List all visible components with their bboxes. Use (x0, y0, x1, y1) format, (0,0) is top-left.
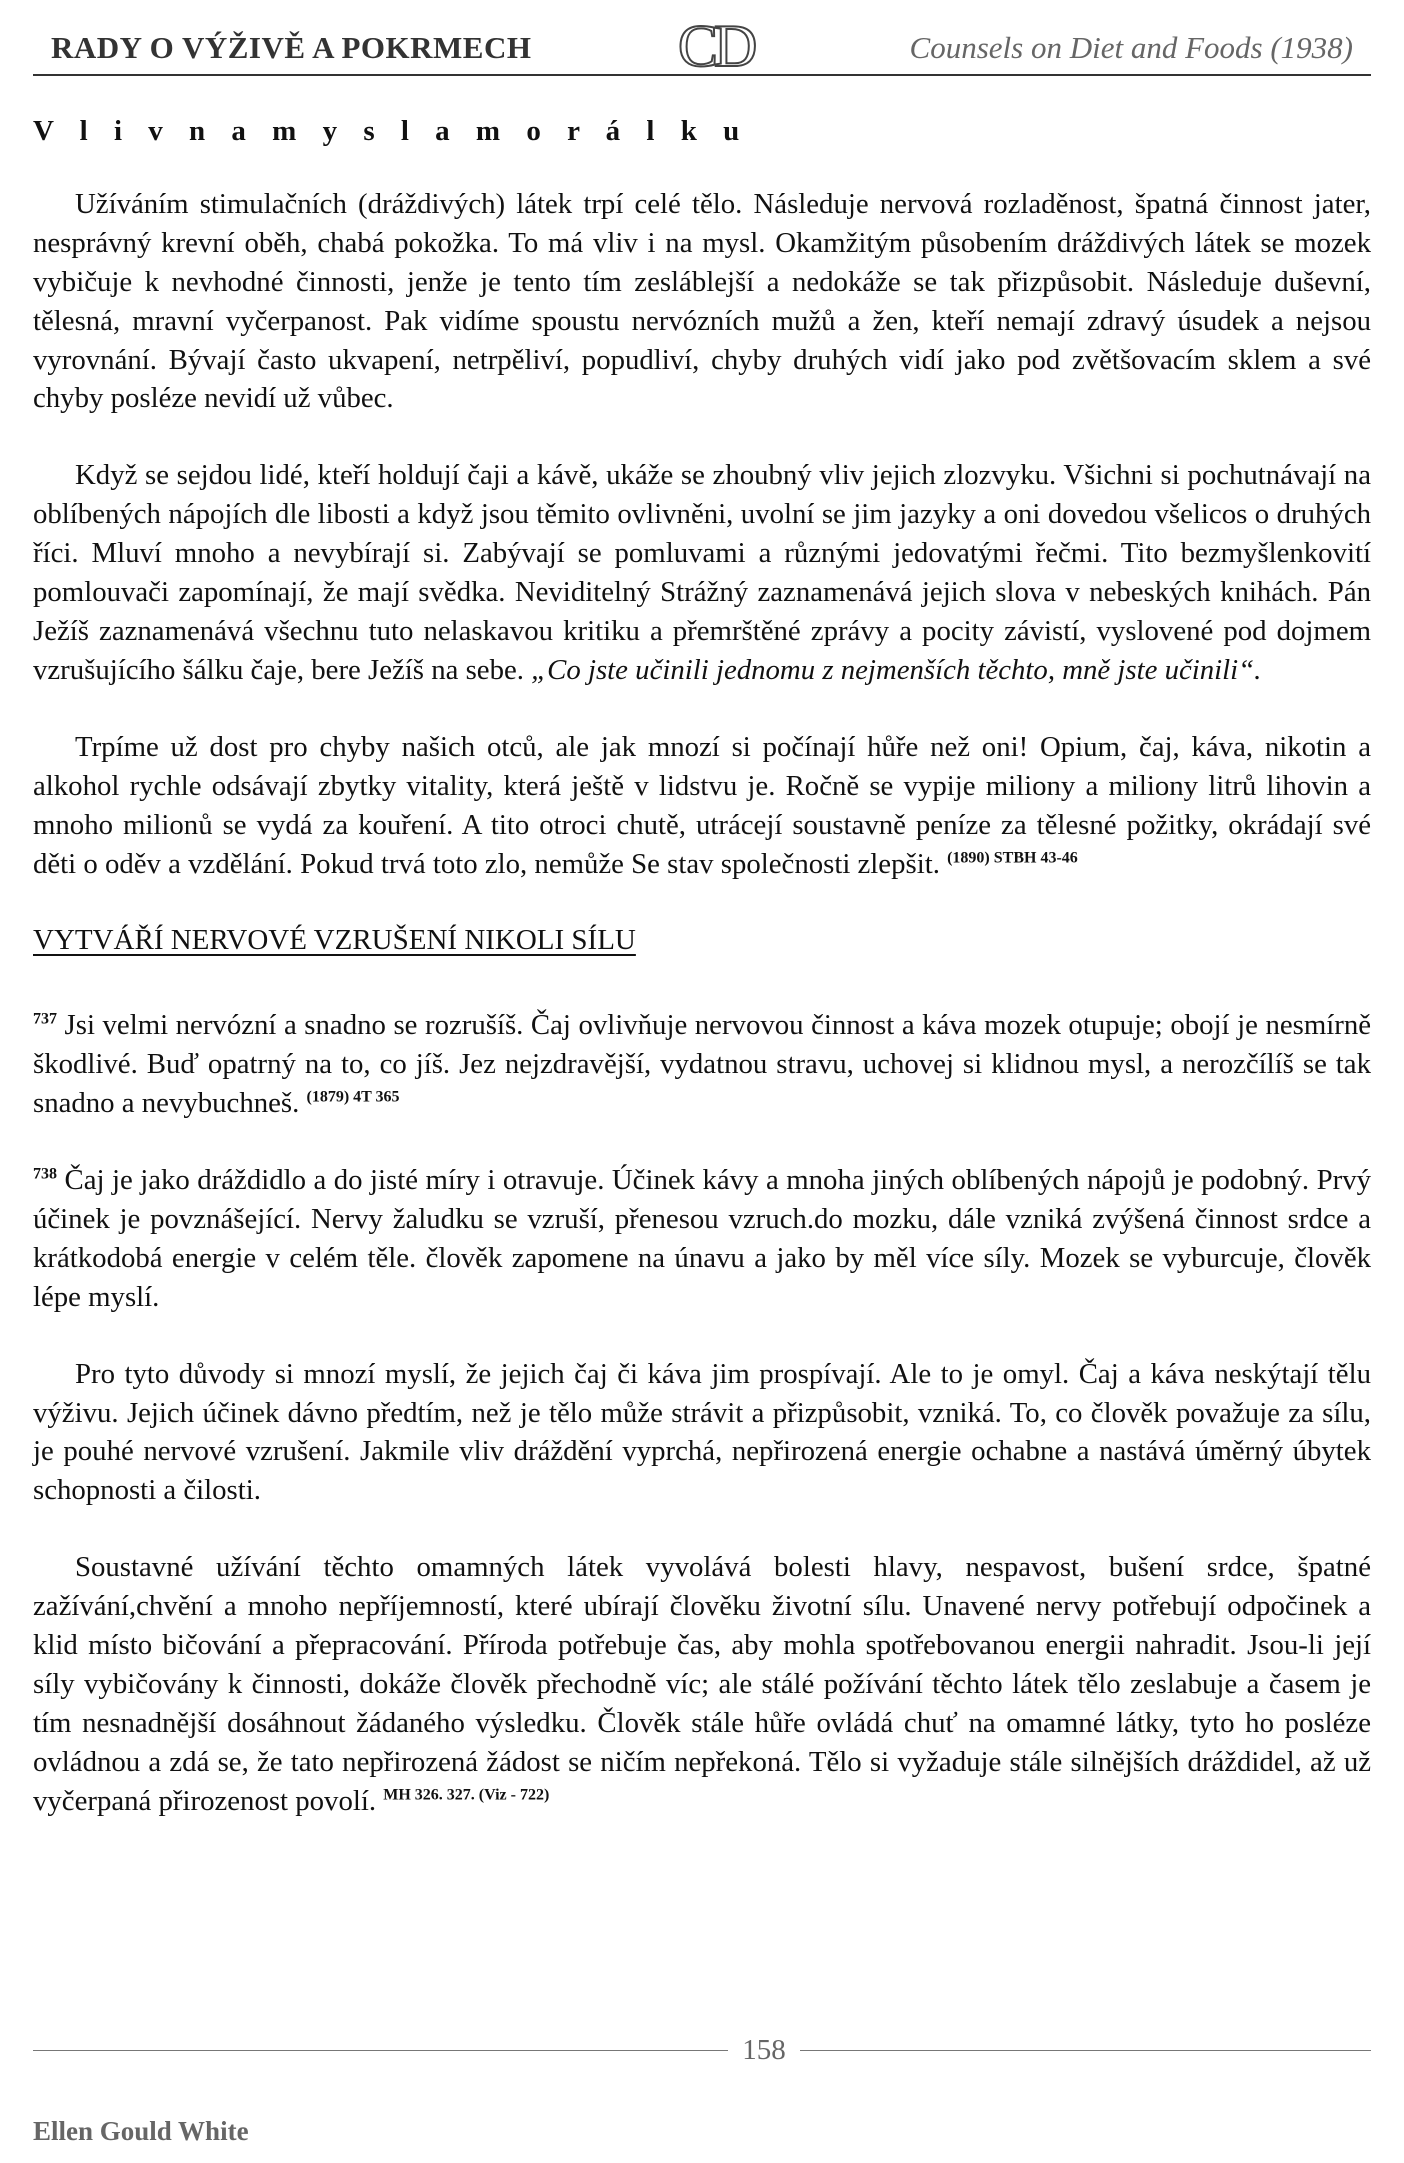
paragraph-6-reference: MH 326. 327. (Viz - 722) (383, 1786, 550, 1804)
paragraph-737 (33, 1006, 1371, 1123)
book-title-english: Counsels on Diet and Foods (1938) (909, 30, 1353, 65)
page-header (33, 13, 1371, 79)
paragraph-2-text: Když se sejdou lidé, kteří holdují čaji a kávě, ukáže se zhoubný vliv jejich zlozvyku. Všichni si pochutnávají na oblíbených nápojích dle libosti a když jsou těmito ovlivněni, uvolní se jim jazyky a oni dovedou všelicos o druhých říci. Mluví mnoho a nevybírají si. Zabývají se pomluvami a různými jedovatými řečmi. Tito bezmyšlenkovití pomlouvači zapomínají, že mají svědka. Neviditelný Strážný zaznamenává jejich slova v nebeských knihách. Pán Ježíš zaznamenává všechnu tuto nelaskavou kritiku a přemrštěné zprávy a pocity závistí, vyslovené pod dojmem vzrušujícího šálku čaje, bere Ježíš na sebe. (33, 459, 1371, 686)
paragraph-3-reference: (1890) STBH 43-46 (947, 848, 1078, 866)
header-divider (33, 74, 1371, 76)
paragraph-3-text: Trpíme už dost pro chyby našich otců, ale jak mnozí si počínají hůře než oni! Opium, čaj, káva, nikotin a alkohol rychle odsávají zbytky vitality, která ještě v lidstvu je. Ročně se vypije miliony a miliony litrů lihovin a mnoho milionů se vydá za kouření. A tito otroci chutě, utrácejí soustavně peníze za tělesné požitky, okrádají své děti o oděv a vzdělání. Pokud trvá toto zlo, nemůže Se stav společnosti zlepšit. (33, 730, 1371, 880)
paragraph-738 (33, 1161, 1371, 1317)
paragraph-1: Užíváním stimulačních (dráždivých) látek trpí celé tělo. Následuje nervová rozladěnost, špatná činnost jater, nesprávný krevní oběh, chabá pokožka. To má vliv i na mysl. Okamžitým působením dráždivých látek se mozek vybičuje k nevhodné činnosti, jenže je tento tím zesláblejší a nedokáže se tak přizpůsobit. Následuje duševní, tělesná, mravní vyčerpanost. Pak vidíme spoustu nervózních mužů a žen, kteří nemají zdravý úsudek a nejsou vyrovnání. Bývají často ukvapení, netrpěliví, popudliví, chyby druhých vidí jako pod zvětšovacím sklem a své chyby posléze nevidí už vůbec. (33, 187, 1371, 415)
paragraph-2-quote: „Co jste učinili jednomu z nejmenších těchto, mně jste učinili“. (531, 653, 1262, 686)
paragraph-738-number: 738 (33, 1165, 57, 1183)
section-title: V l i v n a m y s l a m o r á l k u (33, 115, 749, 147)
paragraph-5: Pro tyto důvody si mnozí myslí, že jejich čaj či káva jim prospívají. Ale to je omyl. Čaj a káva neskýtají tělu výživu. Jejich účinek dávno předtím, než je tělo může strávit a přizpůsobit, vzniká. To, co člověk považuje za sílu, je pouhé nervové vzrušení. Jakmile vliv dráždění vyprchá, nepřirozená energie ochabne a nastává úměrný úbytek schopnosti a čilosti. (33, 1357, 1371, 1507)
paragraph-738-text: Čaj je jako dráždidlo a do jisté míry i otravuje. Účinek kávy a mnoha jiných oblíbených nápojů je podobný. Prvý účinek je povznášející. Nervy žaludku se vzruší, přenesou vzruch.do mozku, dále vzniká zvýšená činnost srdce a krátkodobá energie v celém těle. člověk zapomene na únavu a jako by měl více síly. Mozek se vyburcuje, člověk lépe myslí. (33, 1164, 1371, 1313)
page-number: 158 (742, 2034, 786, 2066)
paragraph-737-reference: (1879) 4T 365 (306, 1088, 400, 1106)
paragraph-737-text: Jsi velmi nervózní a snadno se rozrušíš. Čaj ovlivňuje nervovou činnost a káva mozek otupuje; obojí je nesmírně škodlivé. Buď opatrný na to, co jíš. Jez nejzdravější, vydatnou stravu, uchovej si klidnou mysl, a nerozčílíš se tak snadno a nevybuchneš. (33, 1009, 1371, 1120)
paragraph-6 (33, 1548, 1371, 1820)
book-title-czech: RADY O VÝŽIVĚ A POKRMECH (51, 30, 532, 65)
paragraph-737-number: 737 (33, 1010, 57, 1028)
page-body (33, 112, 1371, 1821)
footer-divider-right (800, 2050, 1371, 2051)
footer-author: Ellen Gould White (33, 2116, 249, 2146)
paragraph-3 (33, 728, 1371, 884)
subheading: VYTVÁŘÍ NERVOVÉ VZRUŠENÍ NIKOLI SÍLU (33, 924, 636, 957)
footer-divider-left (33, 2050, 728, 2051)
cd-logo: CD (678, 13, 754, 79)
paragraph-6-text: Soustavné užívání těchto omamných látek vyvolává bolesti hlavy, nespavost, bušení srdce, špatné zažívání,chvění a mnoho nepříjemností, které ubírají člověku životní sílu. Unavené nervy potřebují odpočinek a klid místo bičování a přepracování. Příroda potřebuje čas, aby mohla spotřebovanou energii nahradit. Jsou-li její síly vybičovány k činnosti, dokáže člověk přechodně víc; ale stálé požívání těchto látek tělo zeslabuje a časem je tím nesnadnější dosáhnout žádaného výsledku. Člověk stále hůře ovládá chuť na omamné látky, tyto ho posléze ovládnou a zdá se, že tato nepřirozená žádost se ničím nepřekoná. Tělo si vyžaduje stále silnějších dráždidel, až už vyčerpaná přirozenost povolí. (33, 1551, 1371, 1817)
paragraph-2 (33, 456, 1371, 689)
